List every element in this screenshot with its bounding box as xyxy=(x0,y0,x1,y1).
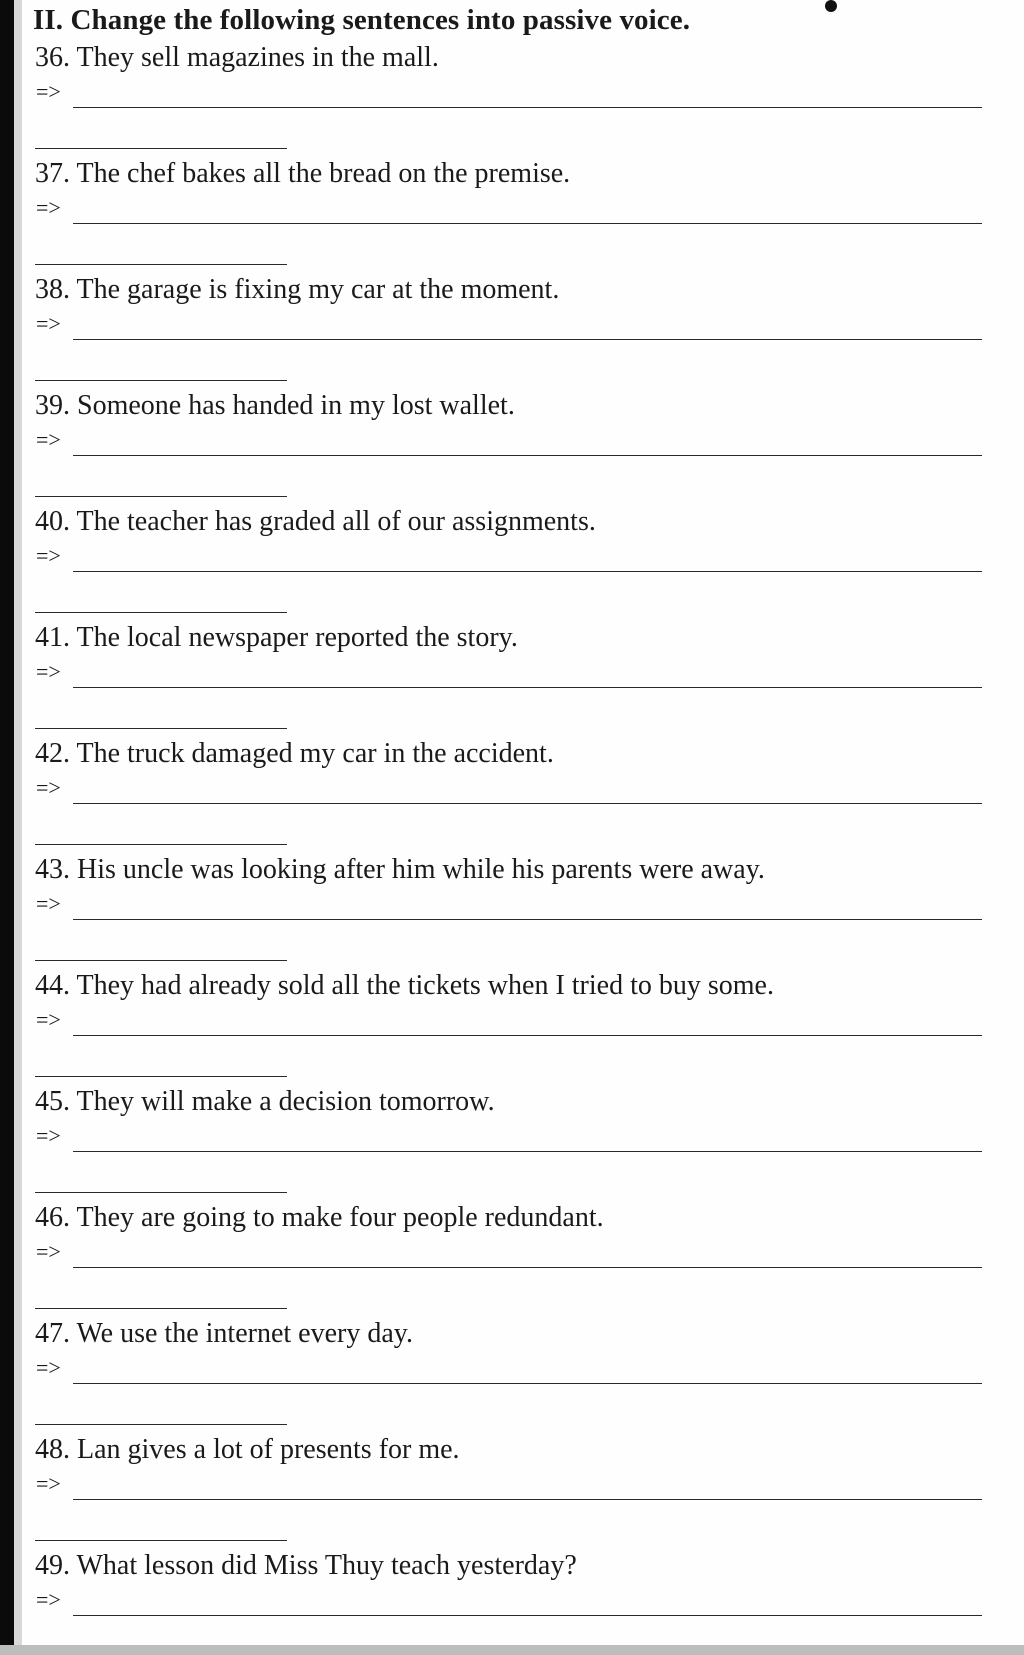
answer-line-continuation[interactable] xyxy=(35,1308,287,1309)
bottom-page-edge xyxy=(0,1645,1024,1655)
exercise-37 xyxy=(0,156,1024,272)
answer-line[interactable] xyxy=(73,571,982,572)
answer-line[interactable] xyxy=(73,107,982,108)
answer-arrow: => xyxy=(36,1007,61,1032)
answer-line-continuation[interactable] xyxy=(35,960,287,961)
answer-arrow: => xyxy=(36,1123,61,1148)
answer-line[interactable] xyxy=(73,1035,982,1036)
answer-line[interactable] xyxy=(73,455,982,456)
exercise-46 xyxy=(0,1200,1024,1316)
exercise-sentence: 38. The garage is fixing my car at the moment. xyxy=(35,274,560,305)
answer-line-continuation[interactable] xyxy=(35,612,287,613)
answer-arrow: => xyxy=(36,1587,61,1612)
exercise-39 xyxy=(0,388,1024,504)
answer-line-continuation[interactable] xyxy=(35,1540,287,1541)
answer-arrow: => xyxy=(36,79,61,104)
exercise-sentence: 42. The truck damaged my car in the accident. xyxy=(35,738,554,769)
exercise-sentence: 45. They will make a decision tomorrow. xyxy=(35,1086,495,1117)
answer-line-continuation[interactable] xyxy=(35,148,287,149)
exercise-sentence: 43. His uncle was looking after him while his parents were away. xyxy=(35,854,765,885)
answer-line[interactable] xyxy=(73,803,982,804)
answer-line-continuation[interactable] xyxy=(35,264,287,265)
answer-line-continuation[interactable] xyxy=(35,728,287,729)
exercise-sentence: 40. The teacher has graded all of our assignments. xyxy=(35,506,596,537)
answer-arrow: => xyxy=(36,195,61,220)
answer-line[interactable] xyxy=(73,1151,982,1152)
exercise-sentence: 49. What lesson did Miss Thuy teach yesterday? xyxy=(35,1550,577,1581)
exercise-sentence: 39. Someone has handed in my lost wallet. xyxy=(35,390,515,421)
answer-arrow: => xyxy=(36,1355,61,1380)
exercise-43 xyxy=(0,852,1024,968)
exercise-44 xyxy=(0,968,1024,1084)
exercise-sentence: 41. The local newspaper reported the story. xyxy=(35,622,518,653)
answer-arrow: => xyxy=(36,543,61,568)
section-heading: II. Change the following sentences into passive voice. xyxy=(33,4,691,36)
exercise-48 xyxy=(0,1432,1024,1548)
answer-line[interactable] xyxy=(73,687,982,688)
exercise-47 xyxy=(0,1316,1024,1432)
answer-line-continuation[interactable] xyxy=(35,496,287,497)
exercise-45 xyxy=(0,1084,1024,1200)
exercise-sentence: 48. Lan gives a lot of presents for me. xyxy=(35,1434,460,1465)
exercise-49 xyxy=(0,1548,1024,1638)
exercise-40 xyxy=(0,504,1024,620)
answer-line-continuation[interactable] xyxy=(35,1424,287,1425)
answer-line[interactable] xyxy=(73,339,982,340)
exercise-sentence: 46. They are going to make four people redundant. xyxy=(35,1202,604,1233)
answer-line-continuation[interactable] xyxy=(35,380,287,381)
answer-arrow: => xyxy=(36,775,61,800)
answer-arrow: => xyxy=(36,1239,61,1264)
answer-arrow: => xyxy=(36,427,61,452)
exercise-41 xyxy=(0,620,1024,736)
answer-line-continuation[interactable] xyxy=(35,844,287,845)
answer-line[interactable] xyxy=(73,1267,982,1268)
answer-arrow: => xyxy=(36,1471,61,1496)
answer-arrow: => xyxy=(36,891,61,916)
exercise-sentence: 47. We use the internet every day. xyxy=(35,1318,413,1349)
exercise-42 xyxy=(0,736,1024,852)
answer-line-continuation[interactable] xyxy=(35,1076,287,1077)
exercise-sentence: 44. They had already sold all the tickets when I tried to buy some. xyxy=(35,970,774,1001)
answer-line[interactable] xyxy=(73,1383,982,1384)
exercise-sentence: 36. They sell magazines in the mall. xyxy=(35,42,439,73)
exercise-38 xyxy=(0,272,1024,388)
answer-line[interactable] xyxy=(73,223,982,224)
exercise-sentence: 37. The chef bakes all the bread on the premise. xyxy=(35,158,571,189)
answer-line[interactable] xyxy=(73,1499,982,1500)
answer-line-continuation[interactable] xyxy=(35,1192,287,1193)
bullet-dot-mark xyxy=(825,0,837,12)
answer-arrow: => xyxy=(36,311,61,336)
answer-line[interactable] xyxy=(73,1615,982,1616)
answer-line[interactable] xyxy=(73,919,982,920)
exercise-36 xyxy=(0,40,1024,156)
answer-arrow: => xyxy=(36,659,61,684)
